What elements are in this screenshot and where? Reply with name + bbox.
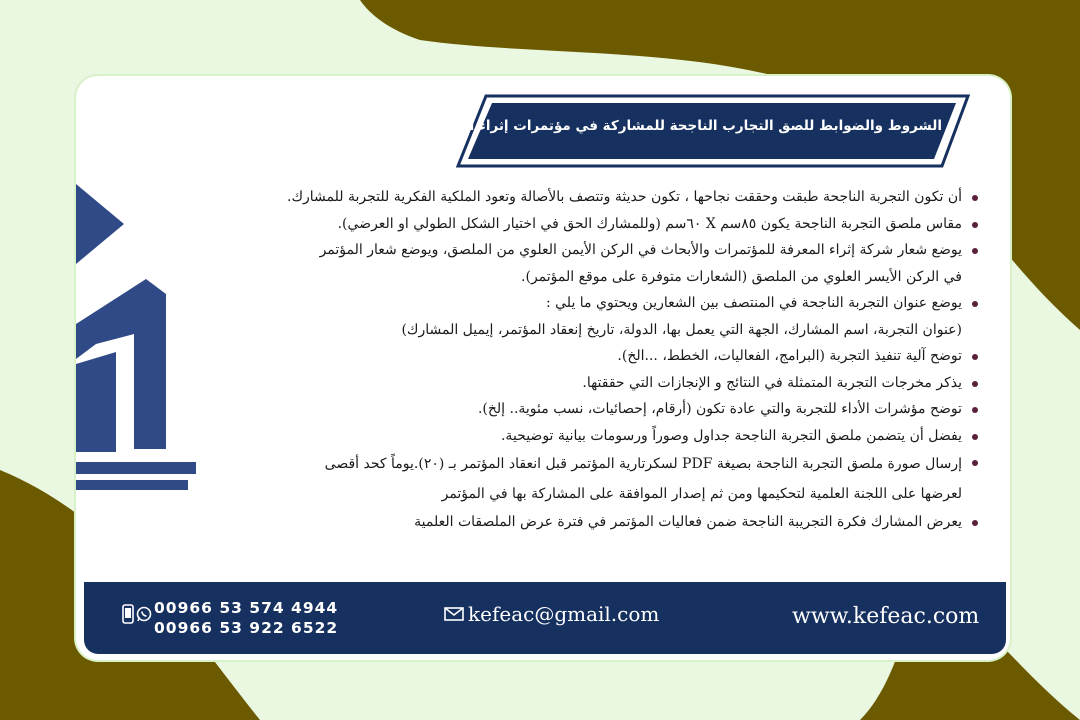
- phone-number[interactable]: 00966 53 922 6522: [154, 619, 339, 637]
- list-item: إرسال صورة ملصق التجربة الناجحة بصيغة PDF لسكرتارية المؤتمر قبل انعقاد المؤتمر بـ (٢٠).يوماً كحد أقصى لعرضها على اللجنة العلمية لتحكيمها ومن ثم إصدار الموافقة على المشاركة بها في المؤتمر: [256, 449, 978, 509]
- list-item: توضح آلية تنفيذ التجربة (البرامج، الفعاليات، الخطط، ...الخ).: [256, 343, 978, 370]
- list-item: يعرض المشارك فكرة التجريبة الناجحة ضمن فعاليات المؤتمر في فترة عرض الملصقات العلمية: [256, 509, 978, 536]
- contact-footer: [84, 582, 1006, 654]
- conditions-list: [256, 184, 978, 536]
- mobile-phone-icon: [122, 604, 134, 624]
- list-item: مقاس ملصق التجربة الناجحة يكون ٨٥سم X ٦٠سم (وللمشارك الحق في اختيار الشكل الطولي او العرضي).: [256, 211, 978, 238]
- website-link[interactable]: www.kefeac.com: [792, 604, 980, 629]
- phone-number[interactable]: 00966 53 574 4944: [154, 599, 339, 617]
- list-item: يفضل أن يتضمن ملصق التجربة الناجحة جداول وصوراً ورسومات بيانية توضيحية.: [256, 423, 978, 450]
- whatsapp-icon: [136, 606, 152, 622]
- content-card: [76, 76, 1010, 660]
- list-item: أن تكون التجربة الناجحة طبقت وحققت نجاحها ، تكون حديثة وتتصف بالأصالة وتعود الملكية الفكرية للتجربة للمشارك.: [256, 184, 978, 211]
- phone-icons: [122, 604, 152, 624]
- list-item: يوضع شعار شركة إثراء المعرفة للمؤتمرات والأبحاث في الركن الأيمن العلوي من الملصق، ويوضع شعار المؤتمر في الركن الأيسر العلوي من الملصق (الشعارات متوفرة على موقع المؤتمر).: [256, 237, 978, 290]
- page-title: الشروط والضوابط للصق التجارب الناجحة للمشاركة في مؤتمرات إثراء المعرفة العلمية: [372, 118, 942, 134]
- list-item: يذكر مخرجات التجربة المتمثلة في النتائج و الإنجازات التي حققتها.: [256, 370, 978, 397]
- list-item: توضح مؤشرات الأداء للتجربة والتي عادة تكون (أرقام، إحصائيات، نسب مئوية.. إلخ).: [256, 396, 978, 423]
- list-item: يوضع عنوان التجربة الناجحة في المنتصف بين الشعارين ويحتوي ما يلي : (عنوان التجربة، اسم المشارك، الجهة التي يعمل بها، الدولة، تاريخ إنعقاد المؤتمر، إيميل المشارك): [256, 290, 978, 343]
- phone-numbers: [154, 598, 338, 638]
- email-address: kefeac@gmail.com: [468, 602, 660, 626]
- email-link[interactable]: [444, 602, 659, 626]
- envelope-icon: [444, 607, 464, 621]
- decorative-logo-icon: [76, 184, 206, 514]
- title-banner: [372, 94, 972, 168]
